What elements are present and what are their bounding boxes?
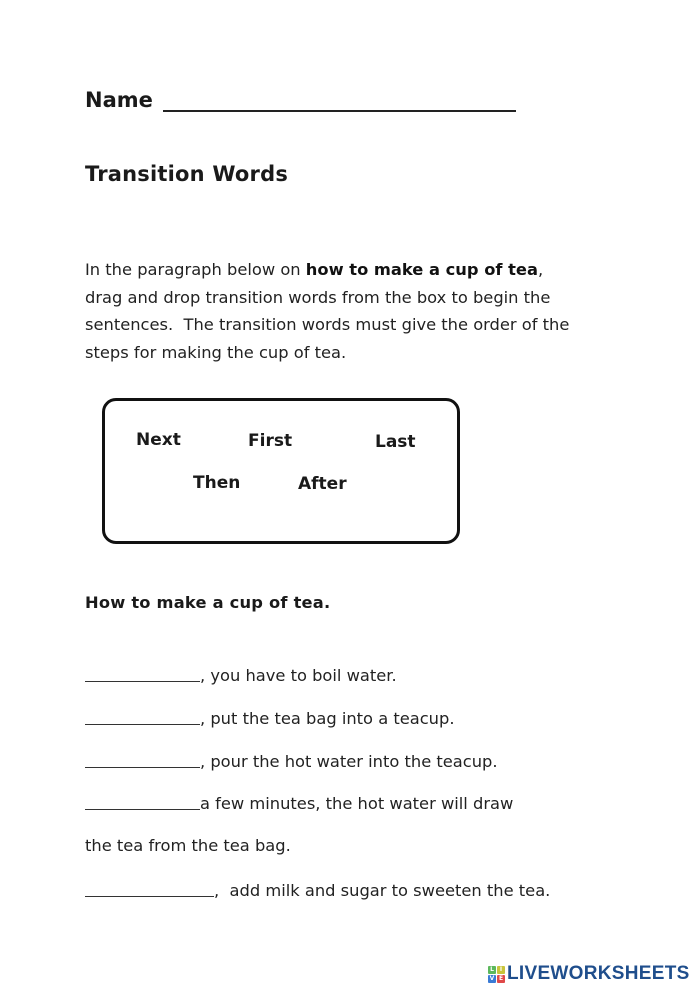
draggable-word-last[interactable]: Last bbox=[375, 432, 416, 452]
drop-zone-4[interactable] bbox=[85, 792, 200, 810]
draggable-word-then[interactable]: Then bbox=[193, 473, 241, 493]
name-label: Name bbox=[85, 88, 153, 112]
drop-zone-2[interactable] bbox=[85, 707, 200, 725]
exercise-heading: How to make a cup of tea. bbox=[85, 593, 331, 612]
draggable-word-next[interactable]: Next bbox=[136, 430, 181, 450]
instructions-line-1: In the paragraph below on how to make a cup of tea, bbox=[85, 260, 544, 279]
word-bank-box bbox=[102, 398, 460, 544]
sentence-4-continuation: the tea from the tea bag. bbox=[85, 836, 291, 855]
live-tiles-icon bbox=[488, 966, 505, 983]
sentence-1: , you have to boil water. bbox=[85, 664, 397, 685]
draggable-word-first[interactable]: First bbox=[248, 431, 293, 451]
draggable-word-after[interactable]: After bbox=[298, 474, 347, 494]
drop-zone-5[interactable] bbox=[85, 879, 214, 897]
tile-i: I bbox=[497, 966, 505, 974]
sentence-2: , put the tea bag into a teacup. bbox=[85, 707, 455, 728]
tile-e: E bbox=[498, 975, 504, 982]
liveworksheets-logo[interactable] bbox=[488, 963, 690, 985]
instructions-line-4: steps for making the cup of tea. bbox=[85, 342, 347, 362]
drop-zone-3[interactable] bbox=[85, 750, 200, 768]
sentence-5: , add milk and sugar to sweeten the tea. bbox=[85, 879, 550, 900]
instructions-line-3: sentences. The transition words must give the order of the bbox=[85, 315, 570, 334]
logo-text: LIVEWORKSHEETS bbox=[507, 963, 690, 984]
drop-zone-1[interactable] bbox=[85, 664, 200, 682]
sentence-3: , pour the hot water into the teacup. bbox=[85, 750, 498, 771]
sentence-4: a few minutes, the hot water will draw bbox=[85, 792, 513, 813]
name-blank-line bbox=[163, 88, 516, 112]
instructions-bold-topic: how to make a cup of tea bbox=[305, 260, 538, 279]
instructions-paragraph bbox=[85, 256, 645, 366]
worksheet-title: Transition Words bbox=[85, 162, 289, 186]
tile-v: V bbox=[489, 975, 495, 982]
instructions-line-2: drag and drop transition words from the box to begin the bbox=[85, 287, 551, 307]
tile-l: L bbox=[488, 966, 496, 974]
name-row bbox=[85, 88, 516, 112]
